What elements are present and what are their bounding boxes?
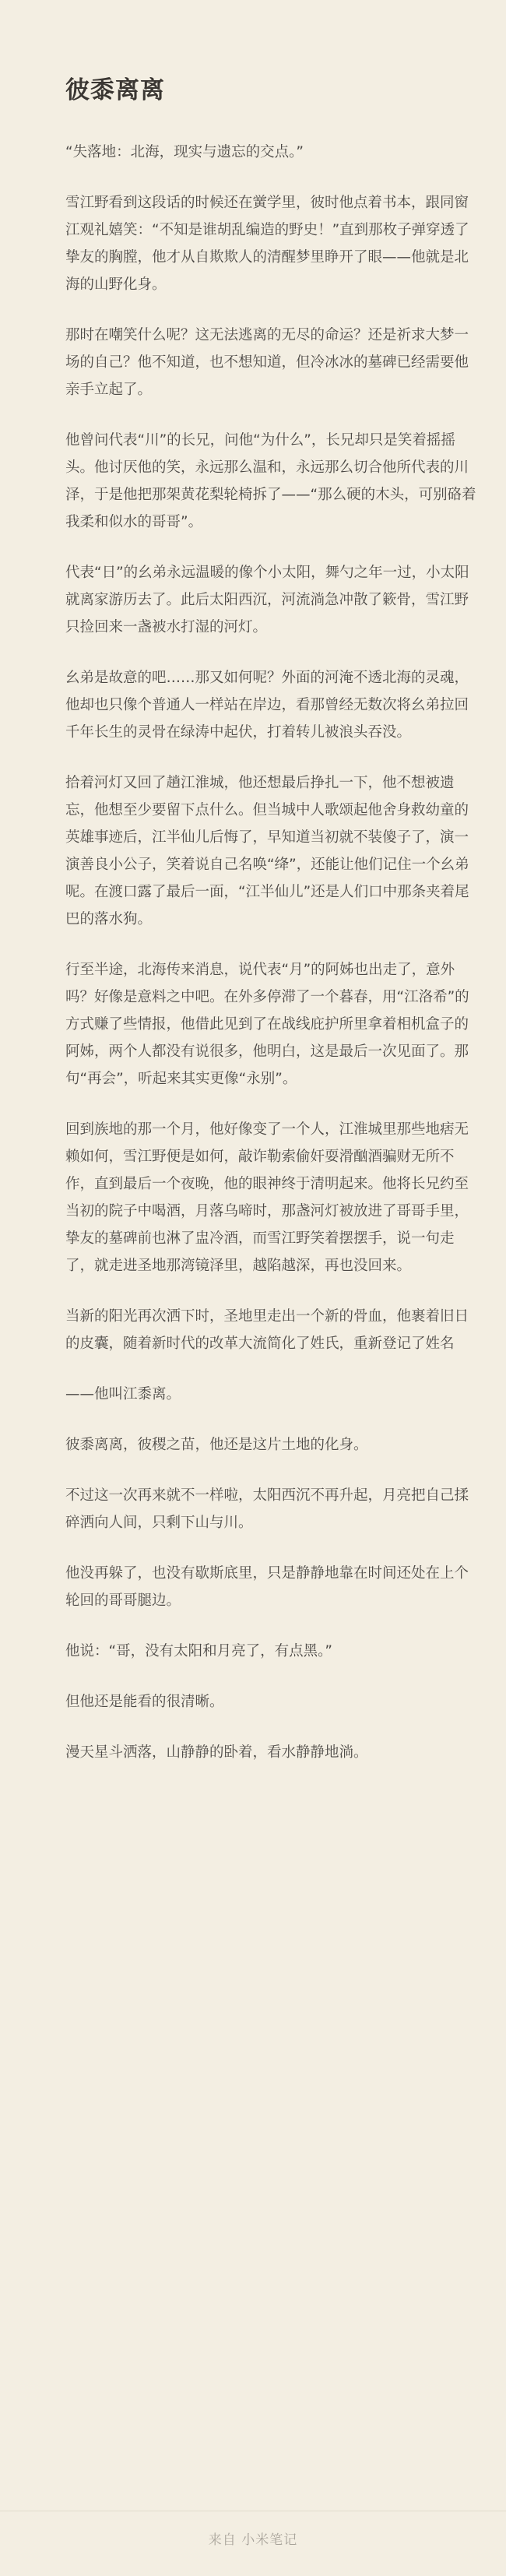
paragraph: 但他还是能看的很清晰。 xyxy=(65,1694,224,1710)
footer xyxy=(0,2511,506,2576)
paragraph: 他说：“哥，没有太阳和月亮了，有点黑。” xyxy=(65,1643,332,1659)
note-body xyxy=(65,139,481,1789)
paragraph: 行至半途，北海传来消息，说代表“月”的阿姊也出走了，意外吗？好像是意料之中吧。在外多停滞了一个暮春，用“江洛希”的方式赚了些情报，他借此见到了在战线庇护所里拿着相机盒子的阿姊，两个人都没有说很多，他明白，这是最后一次见面了。那句“再会”，听起来其实更像“永别”。 xyxy=(65,962,469,1087)
paragraph: 雪江野看到这段话的时候还在黉学里，彼时他点着书本，跟同窗江观礼嬉笑：“不知是谁胡乱编造的野史！”直到那枚子弹穿透了挚友的胸膛，他才从自欺欺人的清醒梦里睁开了眼——他就是北海的山野化身。 xyxy=(65,195,469,293)
paragraph: “失落地：北海，现实与遗忘的交点。” xyxy=(65,144,304,160)
paragraph: 不过这一次再来就不一样啦，太阳西沉不再升起，月亮把自己揉碎洒向人间，只剩下山与川。 xyxy=(65,1487,469,1531)
note-title: 彼黍离离 xyxy=(65,76,165,104)
paragraph: 他曾问代表“川”的长兄，问他“为什么”，长兄却只是笑着摇摇头。他讨厌他的笑，永远那么温和，永远那么切合他所代表的川泽，于是他把那架黄花梨轮椅拆了——“那么硬的木头，可别硌着我柔和似水的哥哥”。 xyxy=(65,432,476,530)
footer-source-label: 来自 小米笔记 xyxy=(208,2532,298,2548)
paragraph: 拾着河灯又回了趟江淮城，他还想最后挣扎一下，他不想被遗忘，他想至少要留下点什么。但当城中人歌颂起他舍身救幼童的英雄事迹后，江半仙儿后悔了，早知道当初就不装傻子了，演一演善良小公子，笑着说自己名唤“绛”，还能让他们记住一个幺弟呢。在渡口露了最后一面，“江半仙儿”还是人们口中那条夹着尾巴的落水狗。 xyxy=(65,775,469,927)
paragraph: 幺弟是故意的吧……那又如何呢？外面的河淹不透北海的灵魂，他却也只像个普通人一样站在岸边，看那曾经无数次将幺弟拉回千年长生的灵骨在绿涛中起伏，打着转儿被浪头吞没。 xyxy=(65,670,469,741)
paragraph: 他没再躲了，也没有歇斯底里，只是静静地靠在时间还处在上个轮回的哥哥腿边。 xyxy=(65,1565,469,1609)
paragraph: 彼黍离离，彼稷之苗，他还是这片土地的化身。 xyxy=(65,1437,368,1453)
paragraph: 当新的阳光再次洒下时，圣地里走出一个新的骨血，他裹着旧日的皮囊，随着新时代的改革大流简化了姓氏，重新登记了姓名 xyxy=(65,1308,469,1352)
paragraph: 那时在嘲笑什么呢？这无法逃离的无尽的命运？还是祈求大梦一场的自己？他不知道，也不想知道，但冷冰冰的墓碑已经需要他亲手立起了。 xyxy=(65,327,469,398)
paragraph: ——他叫江黍离。 xyxy=(65,1386,181,1402)
paragraph: 代表“日”的幺弟永远温暖的像个小太阳，舞勺之年一过，小太阳就离家游历去了。此后太阳西沉，河流淌急冲散了簌骨，雪江野只捡回来一盏被水打湿的河灯。 xyxy=(65,565,469,635)
paragraph: 漫天星斗洒落，山静静的卧着，看水静静地淌。 xyxy=(65,1744,368,1761)
paragraph: 回到族地的那一个月，他好像变了一个人，江淮城里那些地痞无赖如何，雪江野便是如何，敲诈勒索偷奸耍滑酗酒骗财无所不作，直到最后一个夜晚，他的眼神终于清明起来。他将长兄约至当初的院子中喝酒，月落乌啼时，那盏河灯被放进了哥哥手里，挚友的墓碑前也淋了盅冷酒，而雪江野笑着摆摆手，说一句走了，就走进圣地那湾镜泽里，越陷越深，再也没回来。 xyxy=(65,1121,469,1274)
